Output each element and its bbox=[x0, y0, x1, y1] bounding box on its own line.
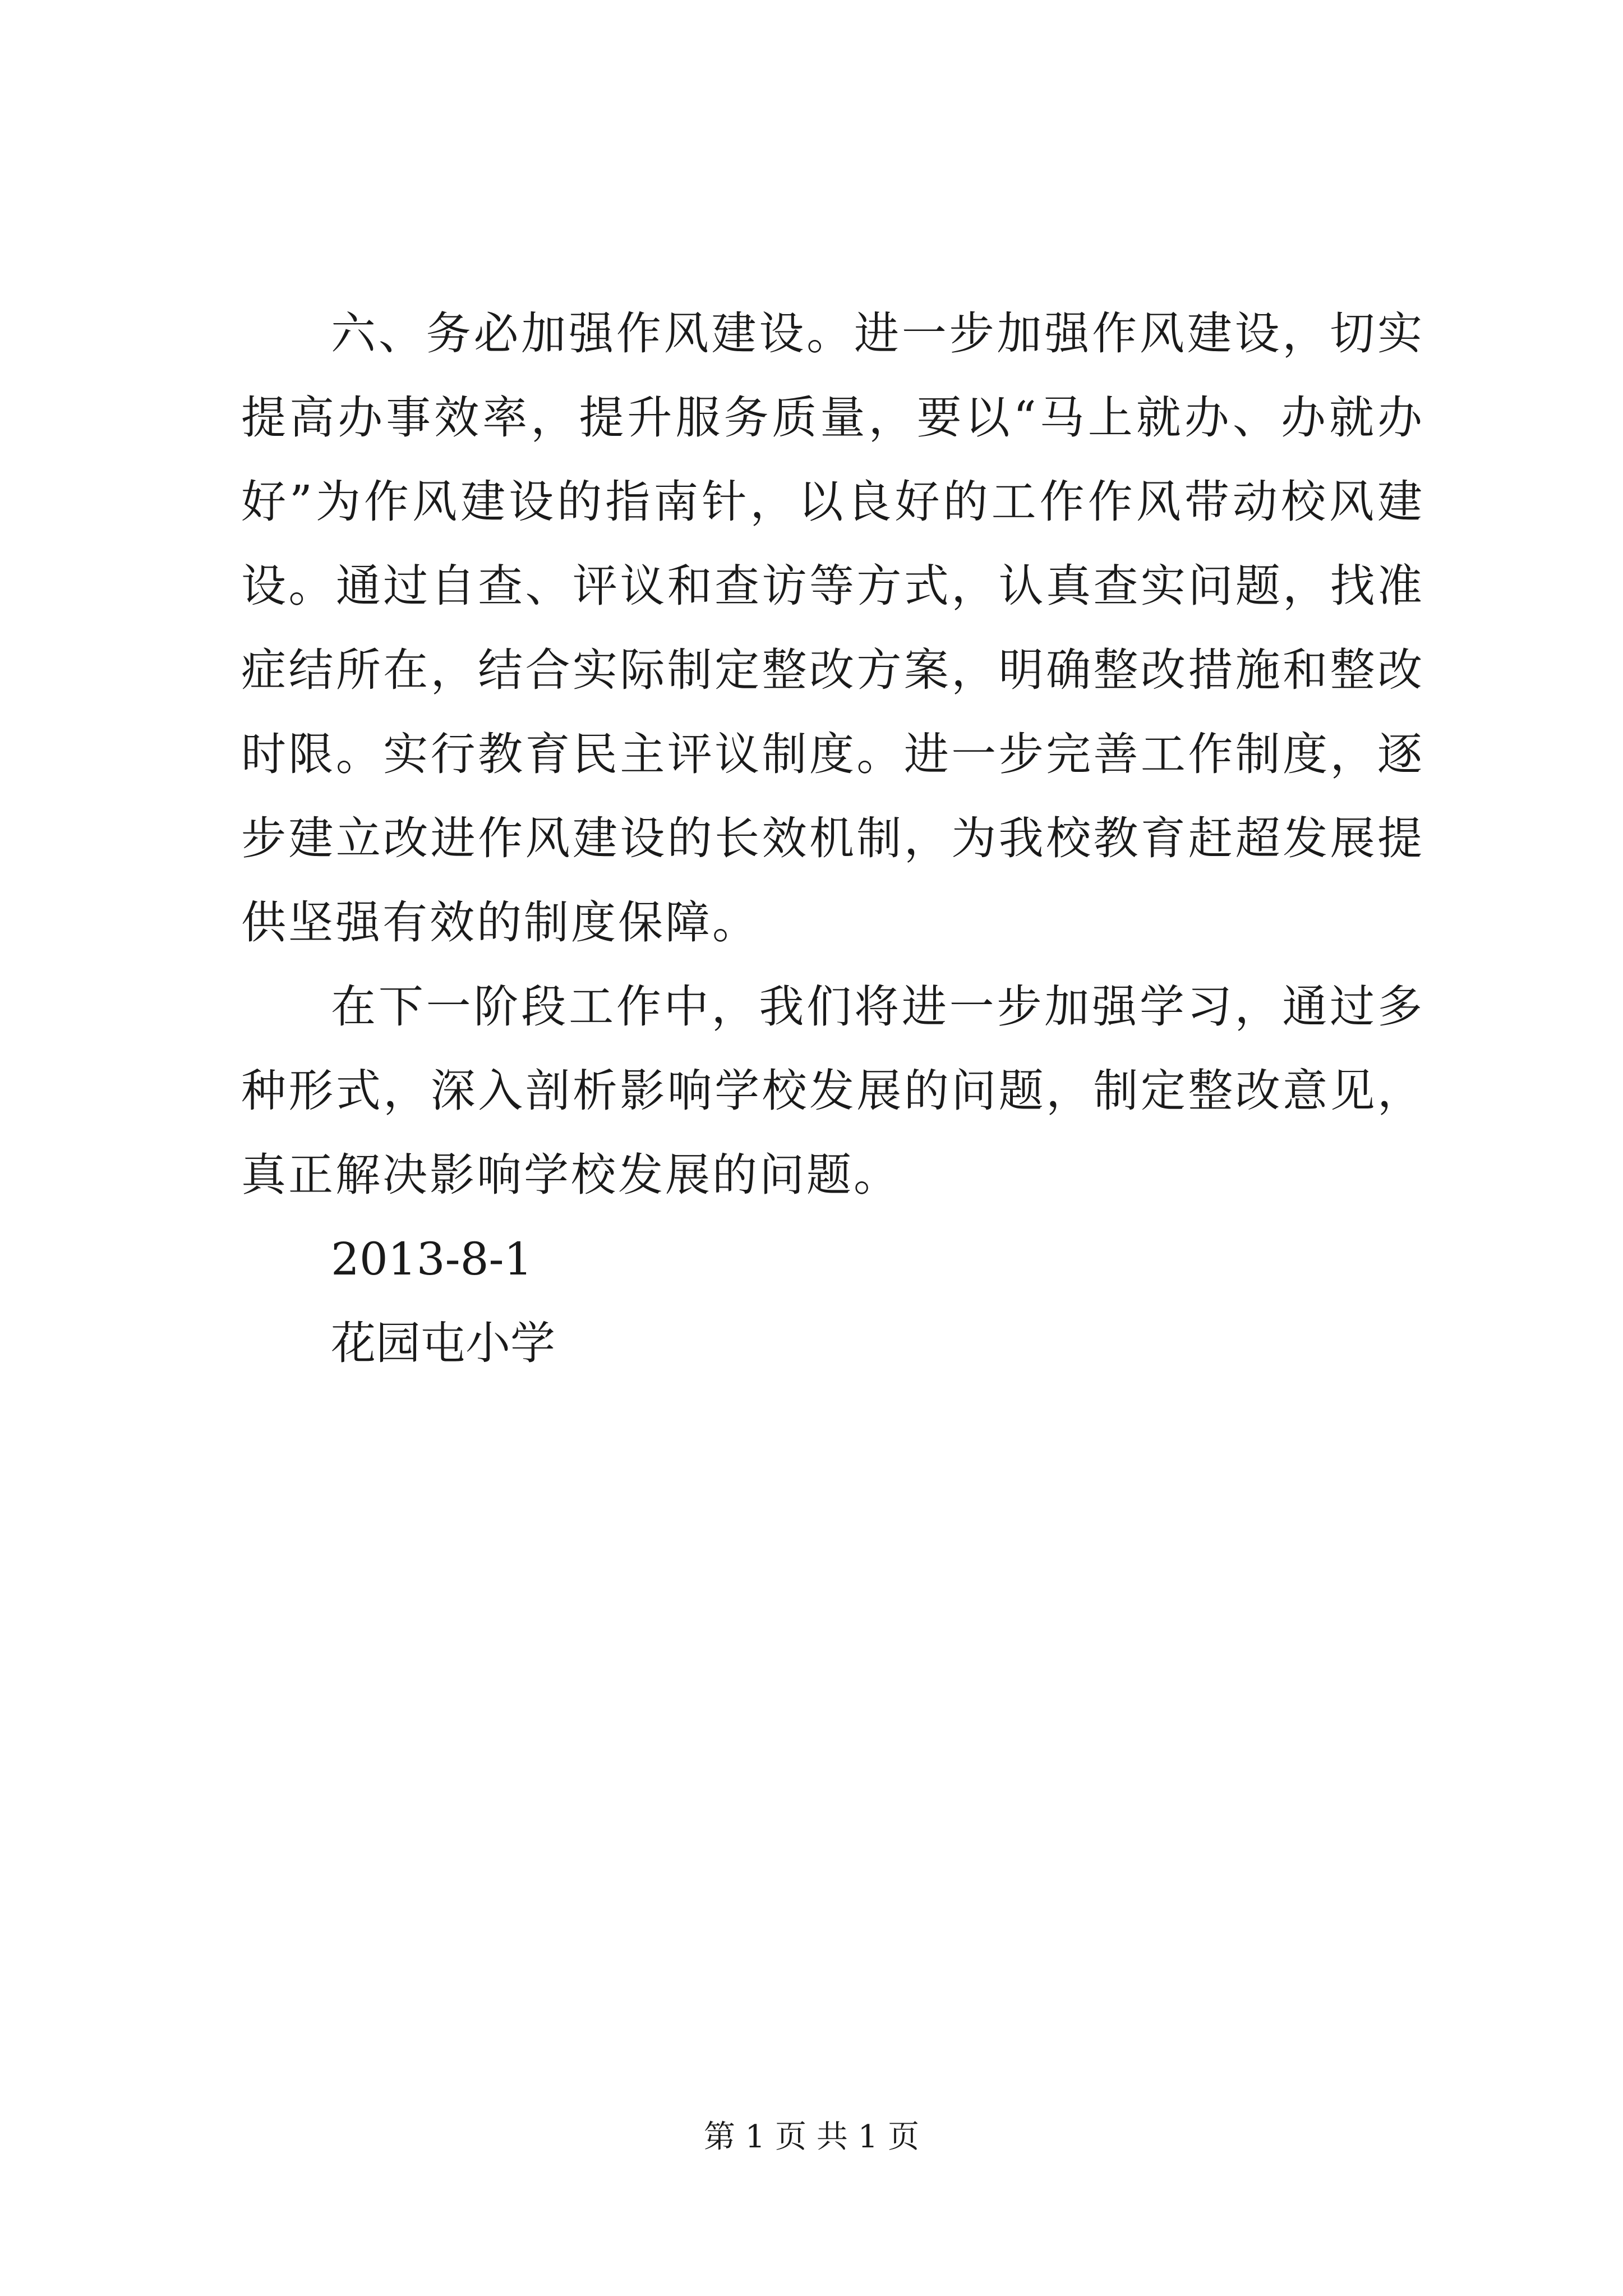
document-body bbox=[241, 292, 1424, 1386]
paragraph-work-style: 六、务必加强作风建设。进一步加强作风建设，切实提高办事效率，提升服务质量，要以“马上就办、办就办好”为作风建设的指南针，以良好的工作作风带动校风建设。通过自查、评议和查访等方式，认真查实问题，找准症结所在，结合实际制定整改方案，明确整改措施和整改时限。实行教育民主评议制度。进一步完善工作制度，逐步建立改进作风建设的长效机制，为我校教育赶超发展提供坚强有效的制度保障。 bbox=[241, 307, 1424, 949]
document-signature: 花园屯小学 bbox=[331, 1317, 555, 1369]
document-date: 2013-8-1 bbox=[331, 1233, 533, 1285]
paragraph-next-stage: 在下一阶段工作中，我们将进一步加强学习，通过多种形式，深入剖析影响学校发展的问题，制定整改意见，真正解决影响学校发展的问题。 bbox=[241, 981, 1424, 1201]
page-footer: 第 1 页 共 1 页 bbox=[703, 2119, 920, 2155]
